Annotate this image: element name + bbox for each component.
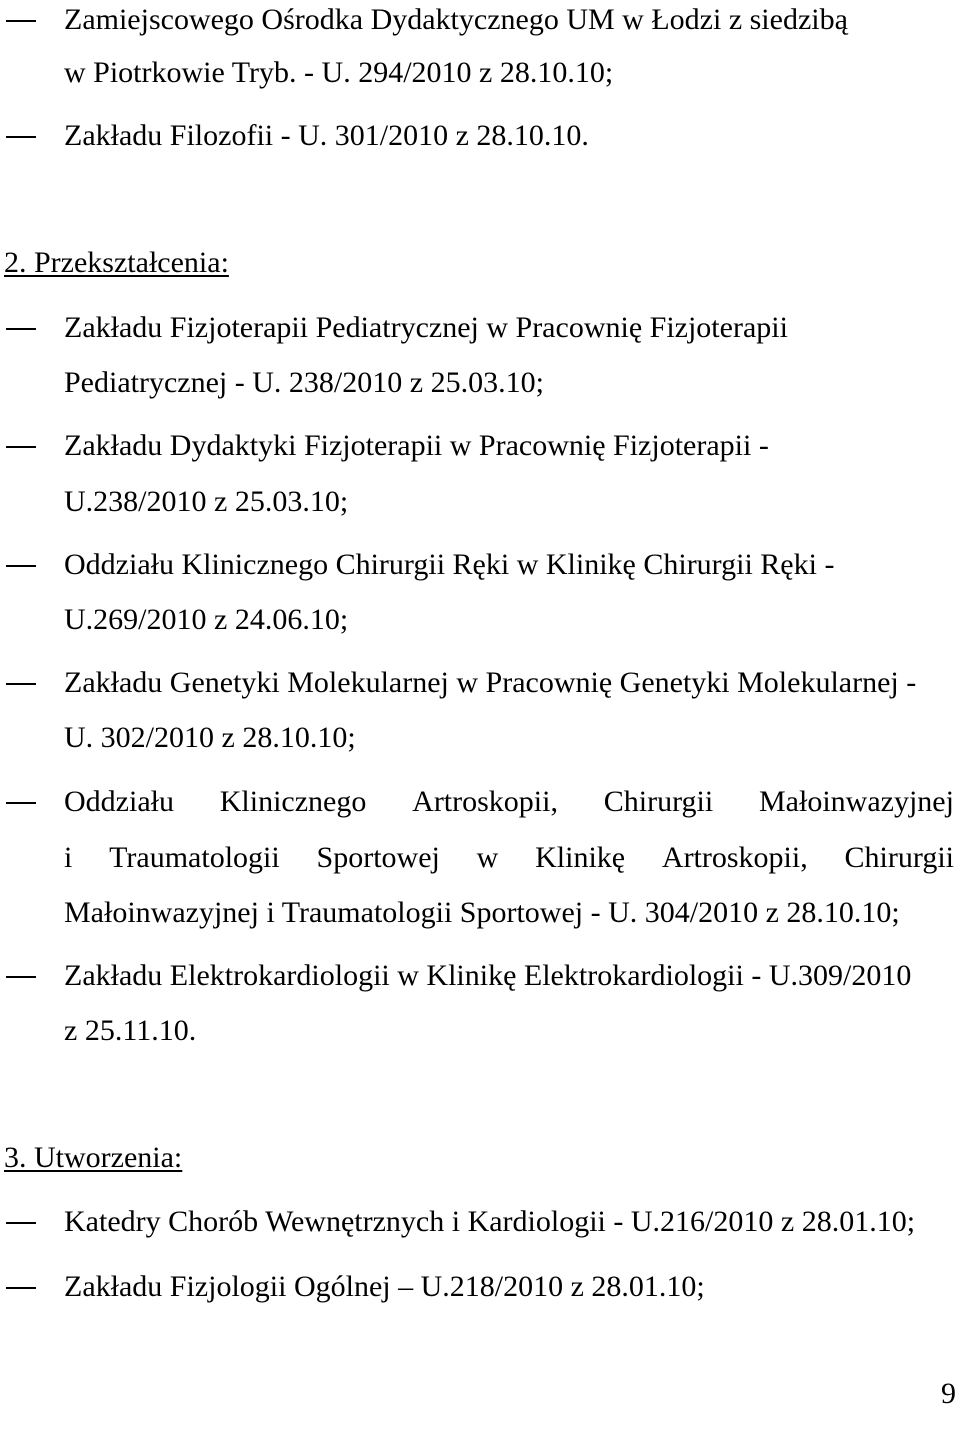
dash-bullet — [6, 1222, 36, 1224]
word: Chirurgii — [844, 841, 954, 874]
word: w — [476, 841, 499, 874]
item-line: Pediatrycznej - U. 238/2010 z 25.03.10; — [64, 366, 544, 399]
dash-bullet — [6, 446, 36, 448]
dash-bullet — [6, 1287, 36, 1289]
item-line — [64, 840, 954, 876]
item-line: Zakładu Dydaktyki Fizjoterapii w Pracownię Fizjoterapii - — [64, 429, 769, 462]
page-number: 9 — [941, 1377, 956, 1410]
item-line: Oddziału Klinicznego Chirurgii Ręki w Klinikę Chirurgii Ręki - — [64, 548, 835, 581]
dash-bullet — [6, 976, 36, 978]
item-line: Zakładu Genetyki Molekularnej w Pracownię Genetyki Molekularnej - — [64, 666, 917, 699]
item-line: U. 302/2010 z 28.10.10; — [64, 721, 356, 754]
dash-bullet — [6, 328, 36, 330]
dash-bullet — [6, 20, 36, 22]
word: Klinicznego — [219, 785, 367, 818]
dash-bullet — [6, 565, 36, 567]
word: i — [64, 841, 73, 874]
word: Artroskopii, — [412, 785, 558, 818]
word: Traumatologii — [109, 841, 280, 874]
word: Małoinwazyjnej — [759, 785, 954, 818]
item-line: z 25.11.10. — [64, 1014, 197, 1047]
item-line: Zakładu Fizjoterapii Pediatrycznej w Pracownię Fizjoterapii — [64, 311, 788, 344]
dash-bullet — [6, 136, 36, 138]
item-line: Katedry Chorób Wewnętrznych i Kardiologii - U.216/2010 z 28.01.10; — [64, 1205, 916, 1238]
item-line: w Piotrkowie Tryb. - U. 294/2010 z 28.10.10; — [64, 56, 614, 89]
section-heading-utworzenia: 3. Utworzenia: — [4, 1141, 183, 1174]
item-line — [64, 784, 954, 820]
item-line: Zakładu Elektrokardiologii w Klinikę Elektrokardiologii - U.309/2010 — [64, 959, 912, 992]
item-line: Małoinwazyjnej i Traumatologii Sportowej - U. 304/2010 z 28.10.10; — [64, 896, 900, 929]
word: Sportowej — [316, 841, 440, 874]
word: Klinikę — [535, 841, 626, 874]
item-line: U.269/2010 z 24.06.10; — [64, 603, 349, 636]
word: Artroskopii, — [661, 841, 808, 874]
item-line: Zakładu Filozofii - U. 301/2010 z 28.10.10. — [64, 119, 589, 152]
word: Chirurgii — [603, 785, 714, 818]
item-line: Zamiejscowego Ośrodka Dydaktycznego UM w Łodzi z siedzibą — [64, 3, 848, 36]
dash-bullet — [6, 683, 36, 685]
word: Oddziału — [64, 785, 174, 818]
item-line: Zakładu Fizjologii Ogólnej – U.218/2010 z 28.01.10; — [64, 1270, 705, 1303]
dash-bullet — [6, 802, 36, 804]
section-heading-przeksztalcenia: 2. Przekształcenia: — [4, 246, 229, 279]
item-line: U.238/2010 z 25.03.10; — [64, 485, 349, 518]
